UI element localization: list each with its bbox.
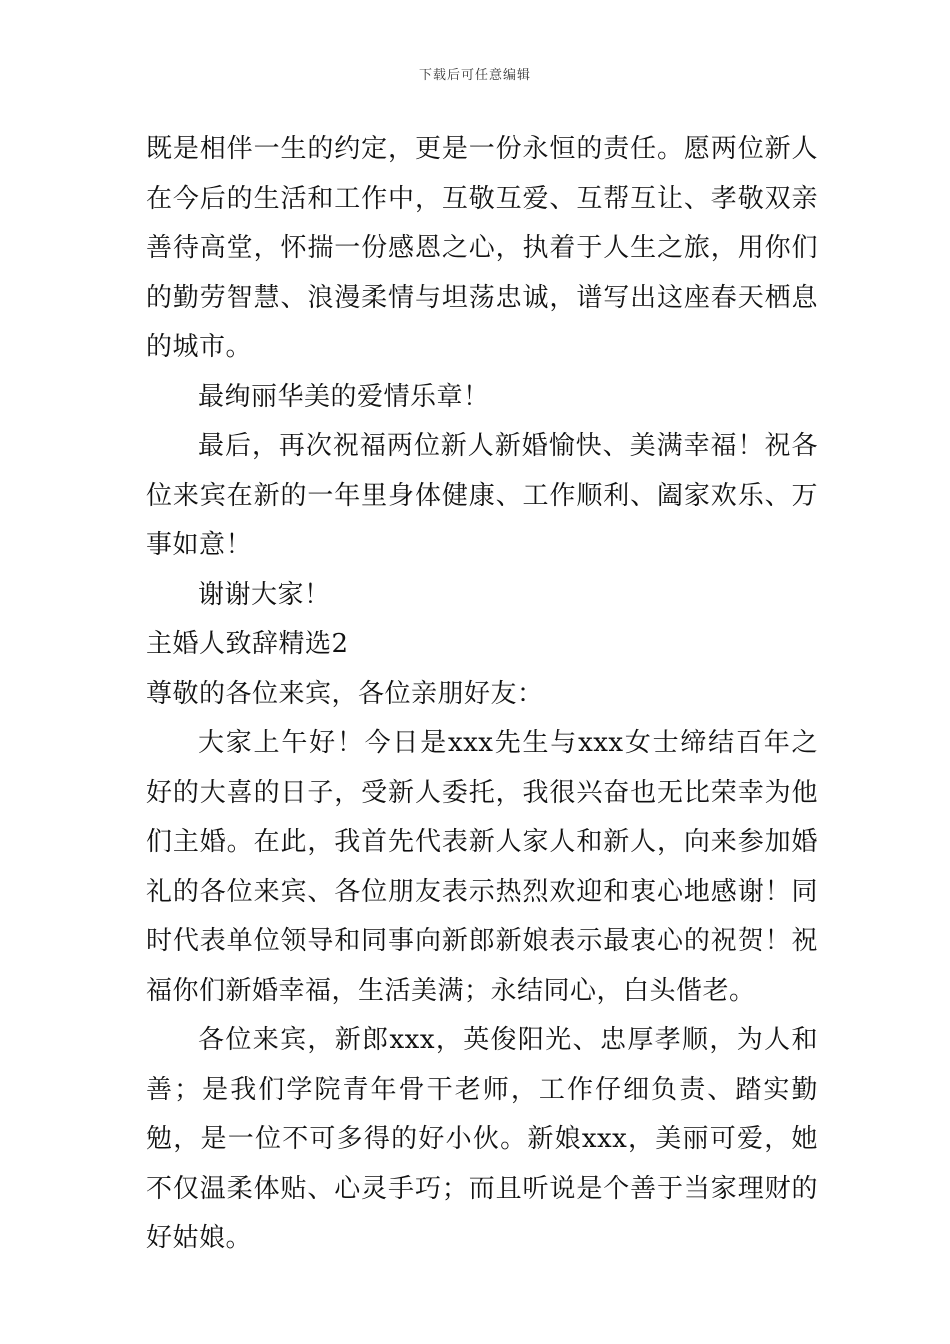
paragraph: 大家上午好！今日是xxx先生与xxx女士缔结百年之好的大喜的日子，受新人委托，我很兴奋也无比荣幸为他们主婚。在此，我首先代表新人家人和新人，向来参加婚礼的各位来宾、各位朋友表示热烈欢迎和衷心地感谢！同时代表单位领导和同事向新郎新娘表示最衷心的祝贺！祝福你们新婚幸福，生活美满；永结同心，白头偕老。 <box>146 728 818 1006</box>
section-heading: 主婚人致辞精选2 <box>146 629 349 659</box>
paragraph: 谢谢大家！ <box>198 579 331 610</box>
salutation: 尊敬的各位来宾，各位亲朋好友： <box>146 678 544 709</box>
header-note: 下载后可任意编辑 <box>418 68 531 83</box>
paragraph: 各位来宾，新郎xxx，英俊阳光、忠厚孝顺，为人和善；是我们学院青年骨干老师，工作仔细负责、踏实勤勉，是一位不可多得的好小伙。新娘xxx，美丽可爱，她不仅温柔体贴、心灵手巧；而且听说是个善于当家理财的好姑娘。 <box>146 1025 818 1253</box>
paragraph: 最后，再次祝福两位新人新婚愉快、美满幸福！祝各位来宾在新的一年里身体健康、工作顺利、阖家欢乐、万事如意！ <box>146 431 818 560</box>
paragraph: 既是相伴一生的约定，更是一份永恒的责任。愿两位新人在今后的生活和工作中，互敬互爱、互帮互让、孝敬双亲善待高堂，怀揣一份感恩之心，执着于人生之旅，用你们的勤劳智慧、浪漫柔情与坦荡忠诚，谱写出这座春天栖息的城市。 <box>146 134 818 362</box>
document-body <box>146 125 818 1264</box>
paragraph: 最绚丽华美的爱情乐章！ <box>198 381 490 412</box>
